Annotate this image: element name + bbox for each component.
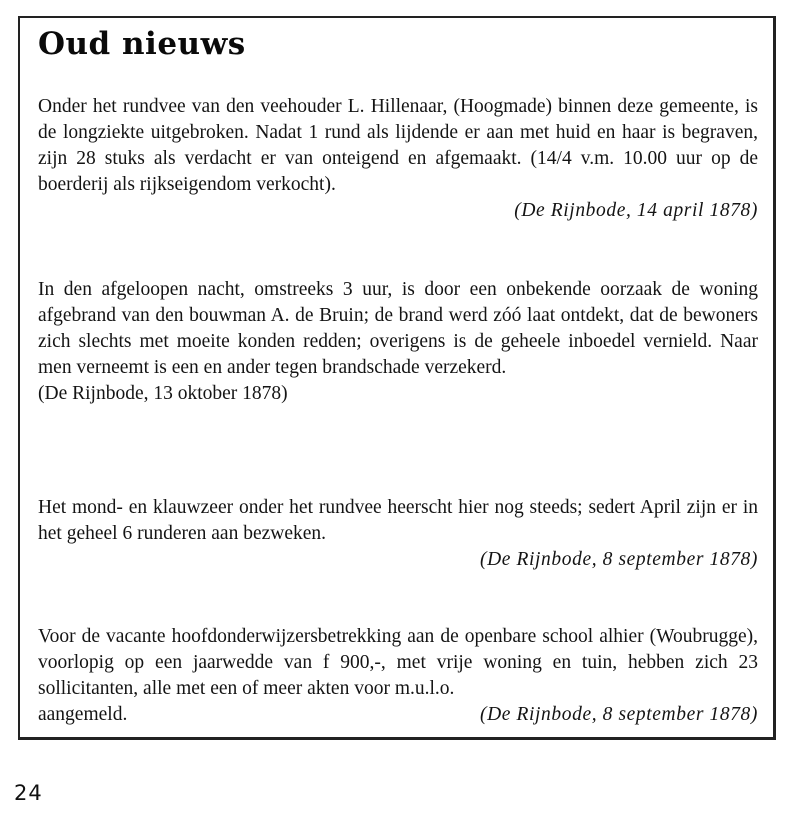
news-item-source: (De Rijnbode, 8 september 1878) xyxy=(480,549,758,570)
page-number: 24 xyxy=(14,781,43,805)
news-item xyxy=(38,495,758,573)
news-item-text: In den afgeloopen nacht, omstreeks 3 uur, is door een onbekende oorzaak de woning afgebrand van den bouwman A. de Bruin; de brand werd zóó laat ontdekt, dat de bewoners zich slechts met moeite konden redden; overigens is de geheele inboedel vernield. Naar men verneemt is een en ander tegen brandschade verzekerd. xyxy=(38,279,758,378)
news-item xyxy=(38,624,758,728)
box-title: Oud nieuws xyxy=(38,26,246,62)
news-box xyxy=(18,16,776,740)
news-item xyxy=(38,94,758,224)
news-item-text: Voor de vacante hoofdonderwijzersbetrekking aan de openbare school alhier (Woubrugge), voorlopig op een jaarwedde van f 900,-, met vrije woning en tuin, hebben zich 23 sollicitanten, alle met een of meer akten voor m.u.l.o. xyxy=(38,626,758,699)
news-item-text: Het mond- en klauwzeer onder het rundvee heerscht hier nog steeds; sedert April zijn er in het geheel 6 runderen aan bezweken. xyxy=(38,497,758,544)
news-item-source: (De Rijnbode, 13 oktober 1878) xyxy=(38,383,288,404)
news-item-last-line xyxy=(38,702,758,728)
news-item-source: (De Rijnbode, 8 september 1878) xyxy=(480,704,758,725)
news-item-last-word: aangemeld. xyxy=(38,704,128,725)
news-item-source: (De Rijnbode, 14 april 1878) xyxy=(514,200,758,221)
news-item xyxy=(38,277,758,407)
news-item-text: Onder het rundvee van den veehouder L. Hillenaar, (Hoogmade) binnen deze gemeente, is de longziekte uitgebroken. Nadat 1 rund als lijdende er aan met huid en haar is begraven, zijn 28 stuks als verdacht er van onteigend en afgemaakt. (14/4 v.m. 10.00 uur op de boerderij als rijkseigendom verkocht). xyxy=(38,96,758,195)
